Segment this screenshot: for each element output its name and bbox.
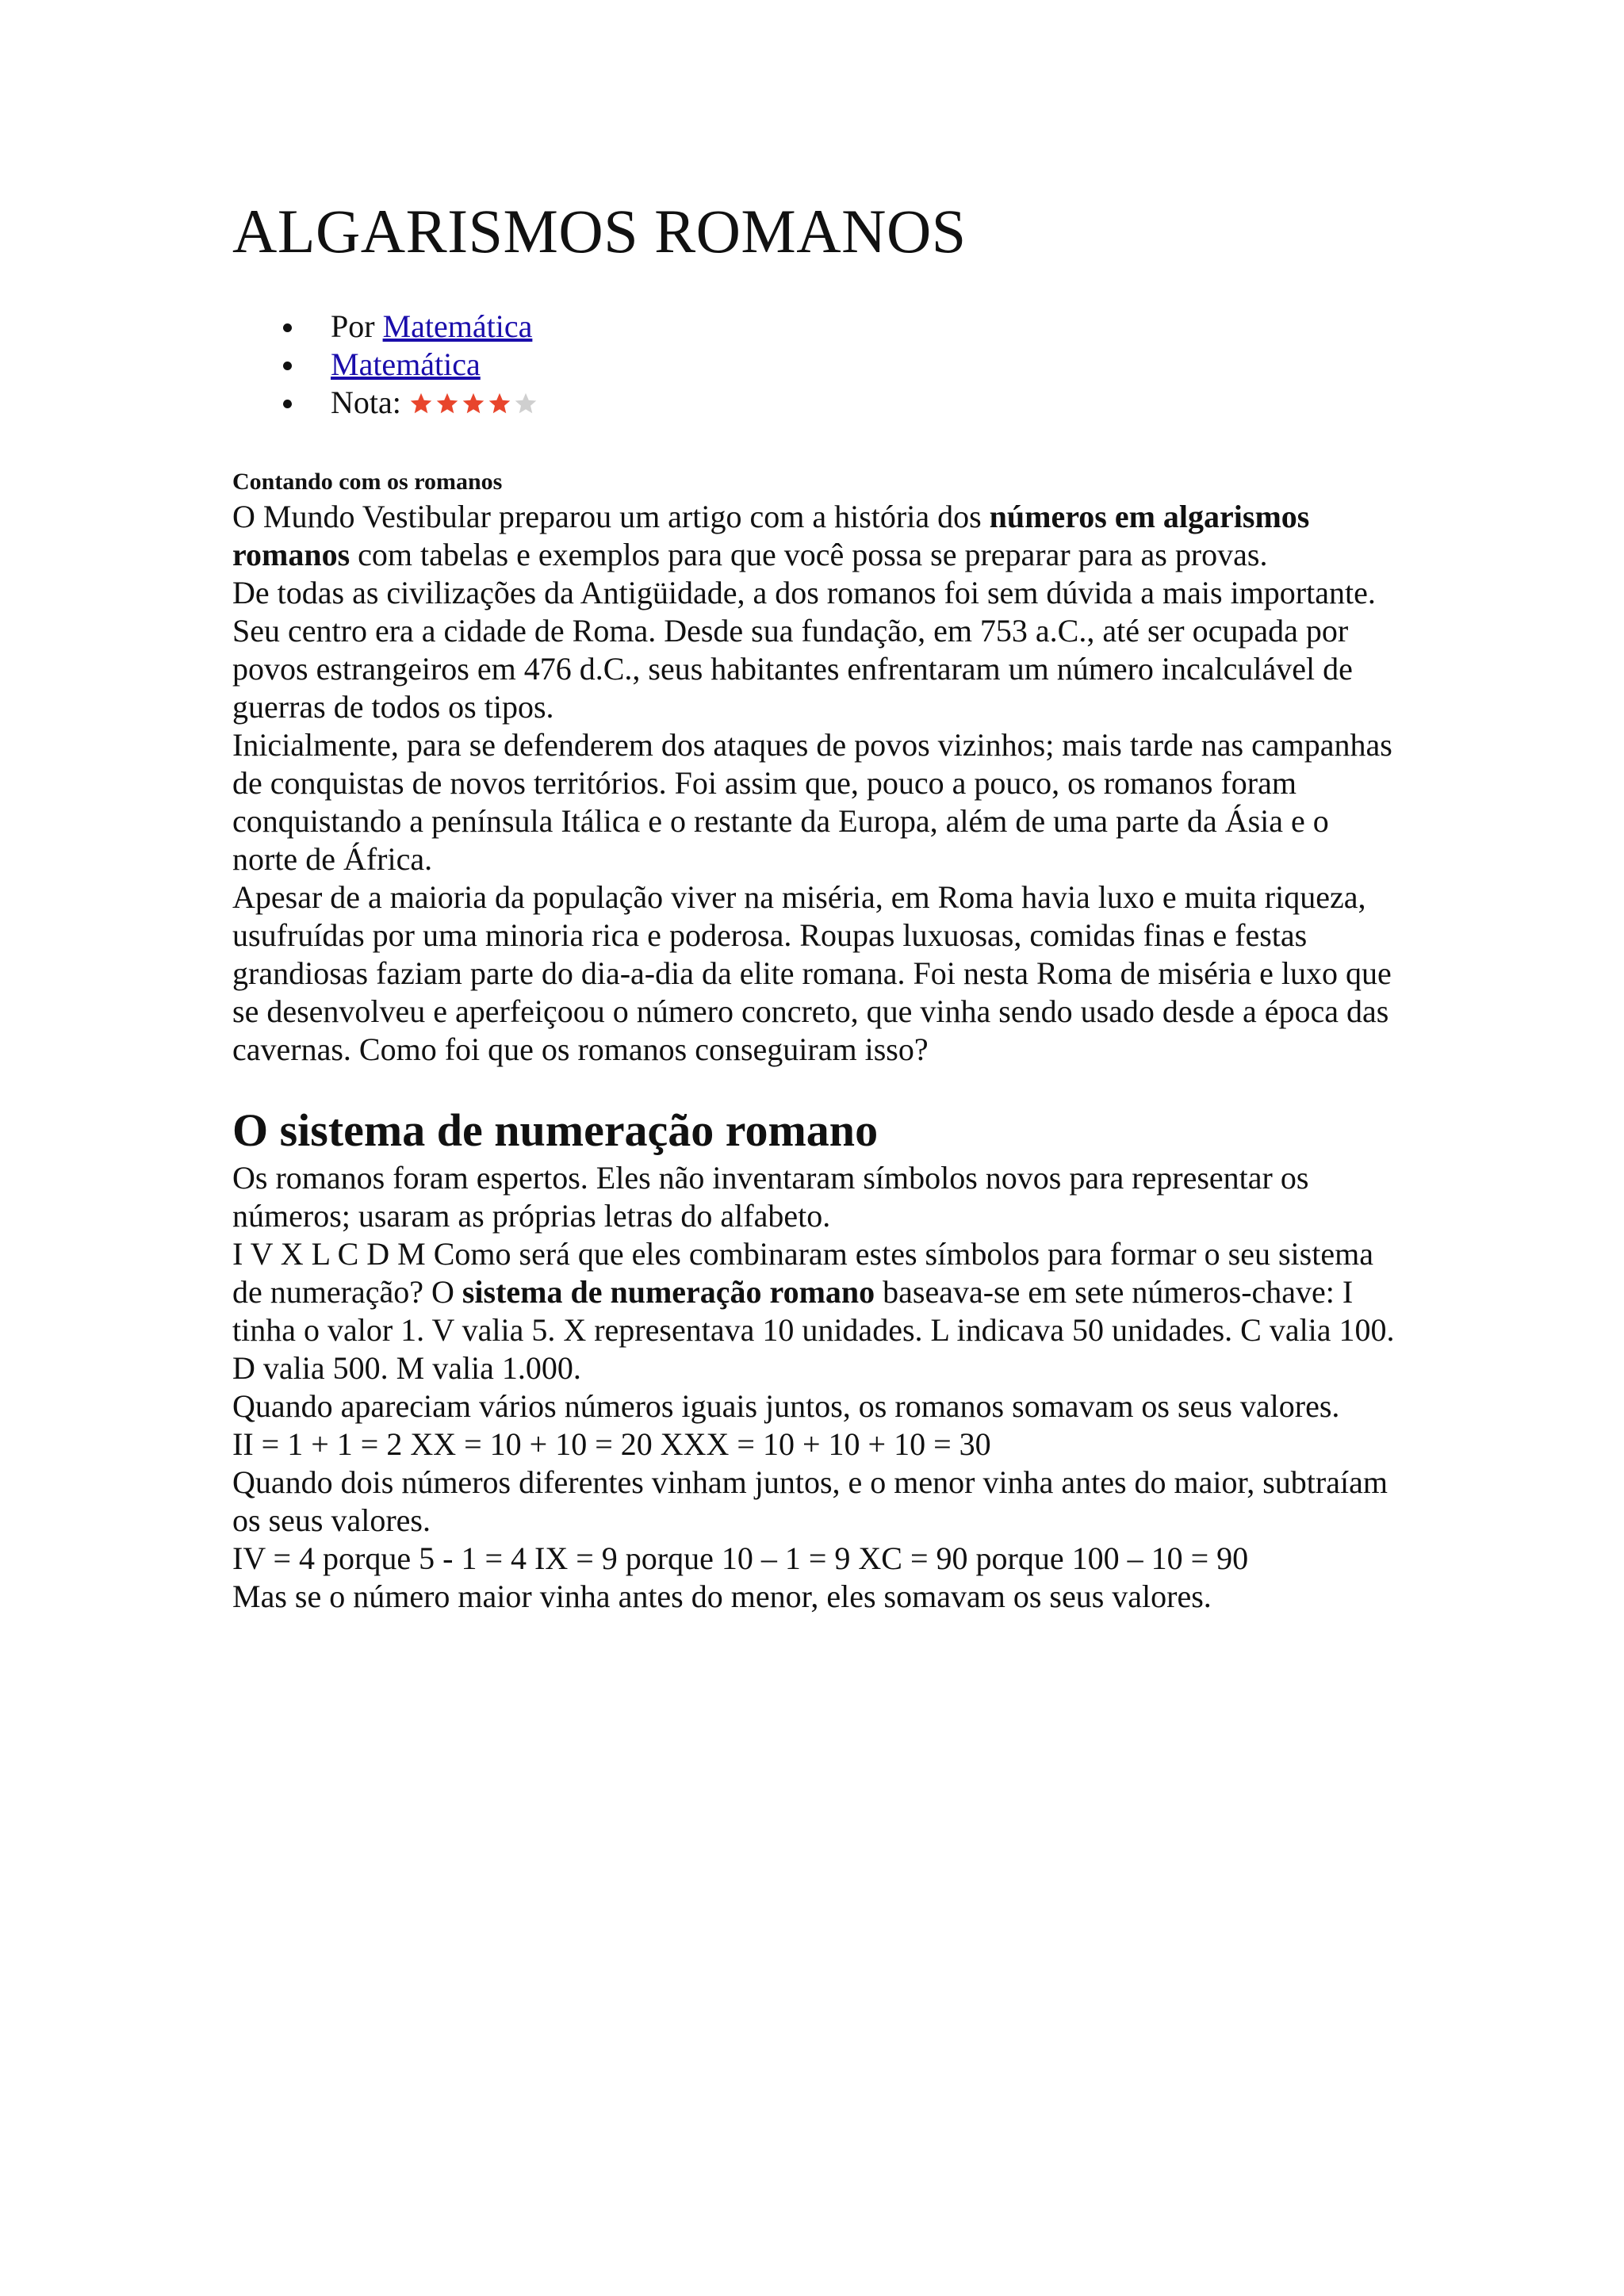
meta-category-item: [331, 346, 1398, 384]
page-title: ALGARISMOS ROMANOS: [232, 197, 967, 266]
paragraph-larger-first-rule: Mas se o número maior vinha antes do menor, eles somavam os seus valores.: [232, 1578, 1212, 1614]
star-empty-icon: [514, 392, 538, 415]
intro-paragraph: [232, 498, 1398, 574]
paragraph-addition-examples: II = 1 + 1 = 2 XX = 10 + 10 = 20 XXX = 10 + 10 + 10 = 30: [232, 1426, 991, 1462]
section-heading: O sistema de numeração romano: [232, 1104, 879, 1156]
category-link[interactable]: Matemática: [331, 346, 481, 382]
intro-bold-term: números em algarismos romanos: [232, 499, 1310, 572]
meta-rating-item: [331, 384, 1398, 422]
paragraph-conquests: Inicialmente, para se defenderem dos ataques de povos vizinhos; mais tarde nas campanhas de conquistas de novos territórios. Foi assim que, pouco a pouco, os romanos foram conquistando a península Itálica e o restante da Europa, além de uma parte da Ásia e o norte de África.: [232, 727, 1392, 877]
article-meta-list: [232, 308, 1398, 422]
star-filled-icon: [435, 392, 459, 415]
key-numbers-text-end: baseava-se em sete números-chave: I tinha o valor 1. V valia 5. X representava 10 unidades. L indicava 50 unidades. C valia 100. D valia 500. M valia 1.000.: [232, 1274, 1395, 1386]
star-filled-icon: [488, 392, 511, 415]
rating-stars: [409, 392, 538, 415]
paragraph-antiquity: De todas as civilizações da Antigüidade, a dos romanos foi sem dúvida a mais importante. Seu centro era a cidade de Roma. Desde sua fundação, em 753 a.C., até ser ocupada por povos estrangeiros em 476 d.C., seus habitantes enfrentaram um número incalculável de guerras de todos os tipos.: [232, 575, 1376, 725]
paragraph-subtraction-examples: IV = 4 porque 5 - 1 = 4 IX = 9 porque 10 – 1 = 9 XC = 90 porque 100 – 10 = 90: [232, 1540, 1249, 1576]
paragraph-letters: Os romanos foram espertos. Eles não inventaram símbolos novos para representar os números; usaram as próprias letras do alfabeto.: [232, 1160, 1309, 1234]
star-filled-icon: [409, 392, 433, 415]
intro-text-start: O Mundo Vestibular preparou um artigo com a história dos: [232, 499, 990, 534]
article-subheading: Contando com os romanos: [232, 469, 503, 495]
paragraph-rome-wealth: Apesar de a maioria da população viver na miséria, em Roma havia luxo e muita riqueza, usufruídas por uma minoria rica e poderosa. Roupas luxuosas, comidas finas e festas grandiosas faziam parte do dia-a-dia da elite romana. Foi nesta Roma de miséria e luxo que se desenvolveu e aperfeiçoou o número concreto, que vinha sendo usado desde a época das cavernas. Como foi que os romanos conseguiram isso?: [232, 879, 1392, 1067]
intro-text-end: com tabelas e exemplos para que você possa se preparar para as provas.: [350, 537, 1268, 572]
article: [232, 190, 1398, 1616]
key-numbers-bold-term: sistema de numeração romano: [462, 1274, 875, 1310]
paragraph-subtraction-rule: Quando dois números diferentes vinham juntos, e o menor vinha antes do maior, subtraíam os seus valores.: [232, 1464, 1388, 1538]
key-numbers-text-start: I V X L C D M Como será que eles combinaram estes símbolos para formar o seu sistema de numeração? O: [232, 1236, 1373, 1310]
author-prefix: Por: [331, 308, 383, 344]
author-link[interactable]: Matemática: [382, 308, 533, 344]
rating-label: Nota:: [331, 385, 401, 420]
paragraph-addition-rule: Quando apareciam vários números iguais juntos, os romanos somavam os seus valores.: [232, 1388, 1340, 1424]
meta-author-item: [331, 308, 1398, 346]
star-filled-icon: [462, 392, 485, 415]
paragraph-key-numbers: [232, 1235, 1398, 1387]
